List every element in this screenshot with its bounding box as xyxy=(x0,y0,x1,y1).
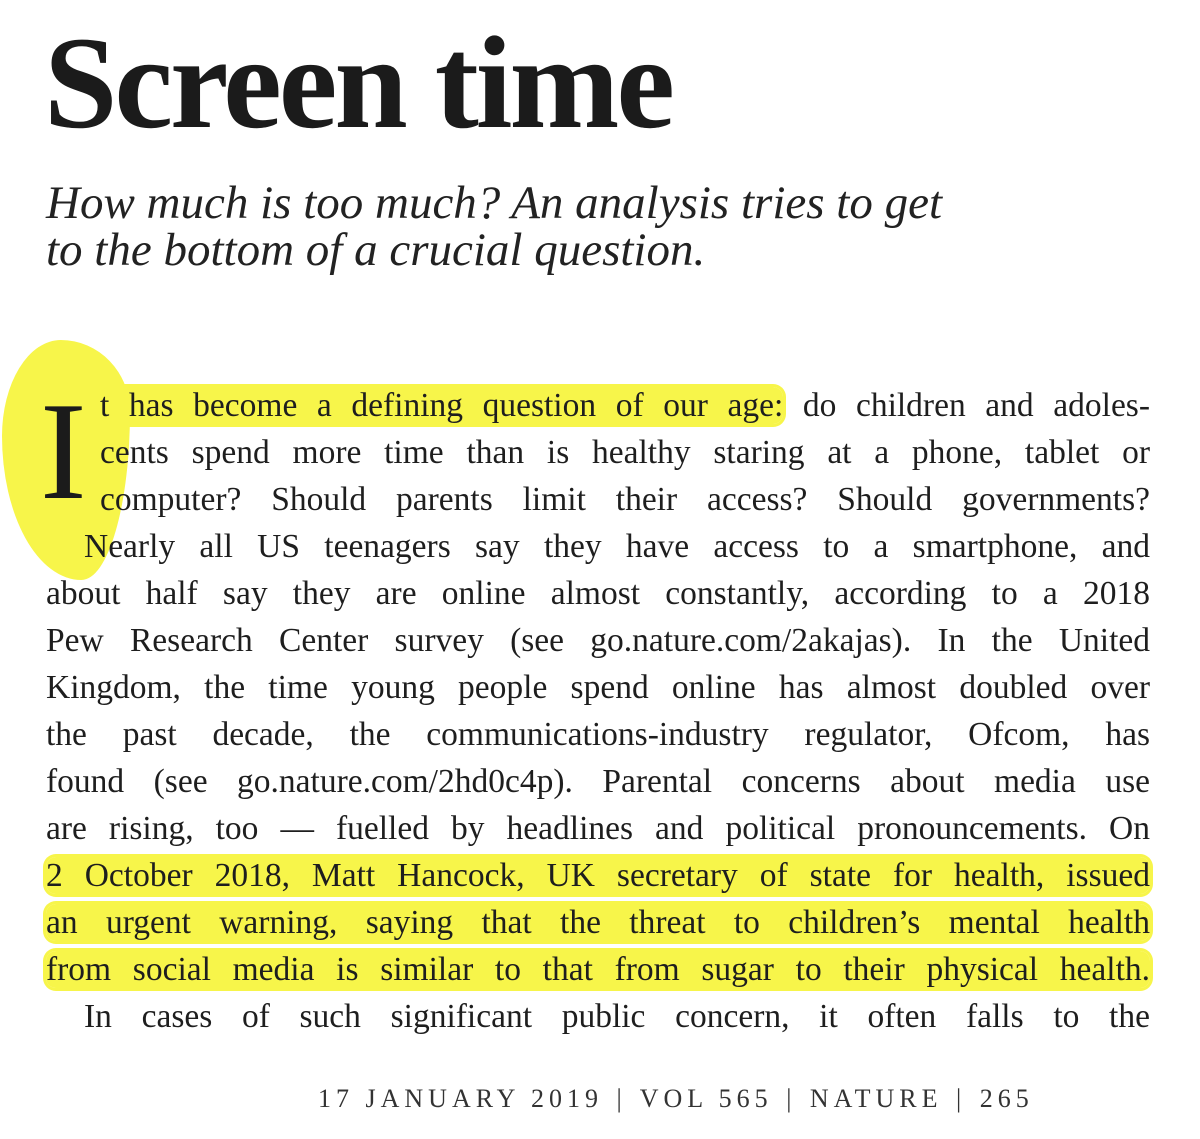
body-line: the past decade, the communications-industry regulator, Ofcom, has xyxy=(46,716,1150,753)
text-run: do children and adoles- xyxy=(783,387,1151,424)
body-line: are rising, too — fuelled by headlines and political pronouncements. On xyxy=(46,810,1150,847)
page-footer xyxy=(318,1084,1152,1114)
highlighted-text: an urgent warning, saying that the threat to children’s mental health xyxy=(46,904,1150,941)
body-line: about half say they are online almost constantly, according to a 2018 xyxy=(46,575,1150,612)
standfirst xyxy=(46,177,1166,276)
body-line xyxy=(46,899,1150,946)
article-body xyxy=(40,374,1151,1040)
body-line: Nearly all US teenagers say they have access to a smartphone, and xyxy=(84,528,1150,565)
body-line xyxy=(46,852,1150,899)
body-line: Kingdom, the time young people spend online has almost doubled over xyxy=(46,669,1150,706)
footer-page-number: 265 xyxy=(979,1084,1034,1113)
highlighted-text: from social media is similar to that from sugar to their physical health. xyxy=(46,951,1150,988)
footer-volume: VOL 565 xyxy=(639,1084,773,1113)
standfirst-line: to the bottom of a crucial question. xyxy=(46,224,706,276)
footer-date: 17 JANUARY 2019 xyxy=(318,1084,603,1113)
body-line xyxy=(46,382,1150,429)
body-line: cents spend more time than is healthy staring at a phone, tablet or xyxy=(100,434,1150,471)
highlighted-text: 2 October 2018, Matt Hancock, UK secretary of state for health, issued xyxy=(46,857,1150,894)
footer-separator: | xyxy=(616,1084,627,1113)
footer-separator: | xyxy=(786,1084,797,1113)
body-line: In cases of such significant public concern, it often falls to the xyxy=(84,998,1150,1035)
body-line: computer? Should parents limit their access? Should governments? xyxy=(100,481,1150,518)
body-line: found (see go.nature.com/2hd0c4p). Parental concerns about media use xyxy=(46,763,1150,800)
footer-journal: NATURE xyxy=(809,1084,943,1113)
standfirst-line: How much is too much? An analysis tries to get xyxy=(46,177,943,229)
drop-cap: I xyxy=(40,374,87,529)
footer-separator: | xyxy=(955,1084,967,1113)
highlighted-text: t has become a defining question of our age: xyxy=(100,387,784,424)
body-line xyxy=(46,946,1150,993)
body-line: Pew Research Center survey (see go.nature.com/2akajas). In the United xyxy=(46,622,1150,659)
headline: Screen time xyxy=(44,9,672,156)
